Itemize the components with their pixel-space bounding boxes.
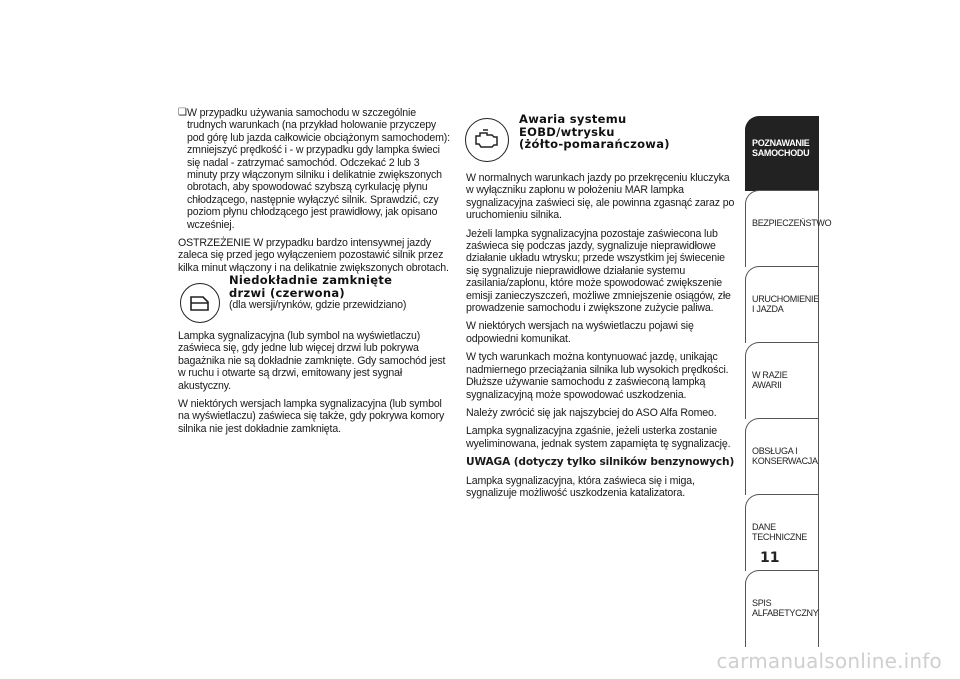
section-subtitle: (dla wersji/rynków, gdzie przewidziano) — [229, 299, 407, 311]
left-column — [178, 107, 450, 280]
note-title: UWAGA (dotyczy tylko silników benzynowych) — [466, 456, 735, 469]
tab-uruchomienie-i-jazda[interactable]: URUCHOMIENIE I JAZDA — [745, 266, 819, 343]
checkbox-icon: ❏ — [178, 107, 187, 118]
engine-paragraph-3: W niektórych wersjach na wyświetlaczu pojawi się odpowiedni komunikat. — [466, 320, 694, 345]
engine-paragraph-1: W normalnych warunkach jazdy po przekręceniu kluczyka w wyłączniku zapłonu w położeniu MAR lampka sygnalizacyjna zaświeci się, ale powinna zgasnąć zaraz po uruchomieniu silnika. — [466, 172, 735, 222]
tab-poznawanie-samochodu[interactable]: POZNAWANIE SAMOCHODU — [745, 116, 819, 191]
door-open-icon — [180, 283, 220, 323]
engine-paragraph-6: Lampka sygnalizacyjna zgaśnie, jeżeli usterka zostanie wyeliminowana, jednak system zapamięta tę sygnalizację. — [466, 425, 731, 450]
tab-spis-alfabetyczny[interactable]: SPIS ALFABETYCZNY — [745, 570, 819, 647]
page-number: 11 — [760, 550, 780, 566]
engine-paragraph-5: Należy zwrócić się jak najszybciej do ASO Alfa Romeo. — [466, 406, 717, 419]
watermark: carmanualsonline.info — [716, 649, 942, 673]
section-title: Niedokładnie zamknięte drzwi (czerwona) — [229, 273, 393, 300]
chapter-tabs — [745, 116, 832, 646]
door-section-body — [178, 330, 450, 441]
engine-paragraph-4: W tych warunkach można kontynuować jazdę, unikając nadmiernego przeciążania silnika lub wysokich prędkości. Dłuższe używanie samochodu z zaświeconą lampką sygnalizacyjną może spowodować uszkodzenia. — [466, 351, 729, 401]
right-column — [466, 172, 738, 505]
engine-paragraph-2: Jeżeli lampka sygnalizacyjna pozostaje zaświecona lub zaświeca się podczas jazdy, sygnalizuje nieprawidłowe działanie układu wtrysku; przede wszystkim jej świecenie się sygnalizuje nieprawidłowe działanie systemu zasilania/zapłonu, które może spowodować zwiększenie emisji zanieczyszczeń, możliwe zmniejszenie osiągów, złe prowadzenie samochodu i zwiększone zużycie paliwa. — [466, 227, 731, 315]
warning-paragraph: OSTRZEŻENIE W przypadku bardzo intensywnej jazdy zaleca się przed jego wyłączeniem pozostawić silnik przez kilka minut włączony i na delikatnie zwiększonych obrotach. — [178, 237, 449, 274]
bullet-text: W przypadku używania samochodu w szczególnie trudnych warunkach (na przykład holowanie przyczepy pod górę lub jazda całkowicie obciążonym samochodem): zmniejszyć prędkość i - w przypadku gdy lampka świeci się nadal - zatrzymać samochód. Odczekać 2 lub 3 minuty przy włączonym silniku i delikatnie zwiększonych obrotach, aby spowodować szybszą cyrkulację płynu chłodzącego, następnie wyłączyć silnik. Sprawdzić, czy poziom płynu chłodzącego jest prawidłowy, jak opisano wcześniej. — [187, 107, 450, 231]
door-paragraph-1: Lampka sygnalizacyjna (lub symbol na wyświetlaczu) zaświeca się, gdy jedne lub więcej drzwi lub pokrywa bagażnika nie są dokładnie zamknięte. Gdy samochód jest w ruchu i otwarte są drzwi, emitowany jest sygnał akustyczny. — [178, 330, 446, 392]
engine-paragraph-7: Lampka sygnalizacyjna, która zaświeca się i miga, sygnalizuje możliwość uszkodzenia katalizatora. — [466, 474, 695, 499]
tab-obsluga-i-konserwacja[interactable]: OBSŁUGA I KONSERWACJA — [745, 418, 819, 495]
tab-bezpieczenstwo[interactable]: BEZPIECZEŃSTWO — [745, 190, 819, 267]
engine-section-title: Awaria systemu EOBD/wtrysku (żółto-pomarańczowa) — [519, 112, 670, 151]
engine-check-icon — [465, 118, 509, 162]
door-paragraph-2: W niektórych wersjach lampka sygnalizacyjna (lub symbol na wyświetlaczu) zaświeca się także, gdy pokrywa komory silnika nie jest dokładnie zamknięta. — [178, 398, 445, 435]
bullet-paragraph — [178, 107, 450, 231]
tab-dane-techniczne[interactable]: DANE TECHNICZNE — [745, 494, 819, 571]
tab-w-razie-awarii[interactable]: W RAZIE AWARII — [745, 342, 819, 419]
